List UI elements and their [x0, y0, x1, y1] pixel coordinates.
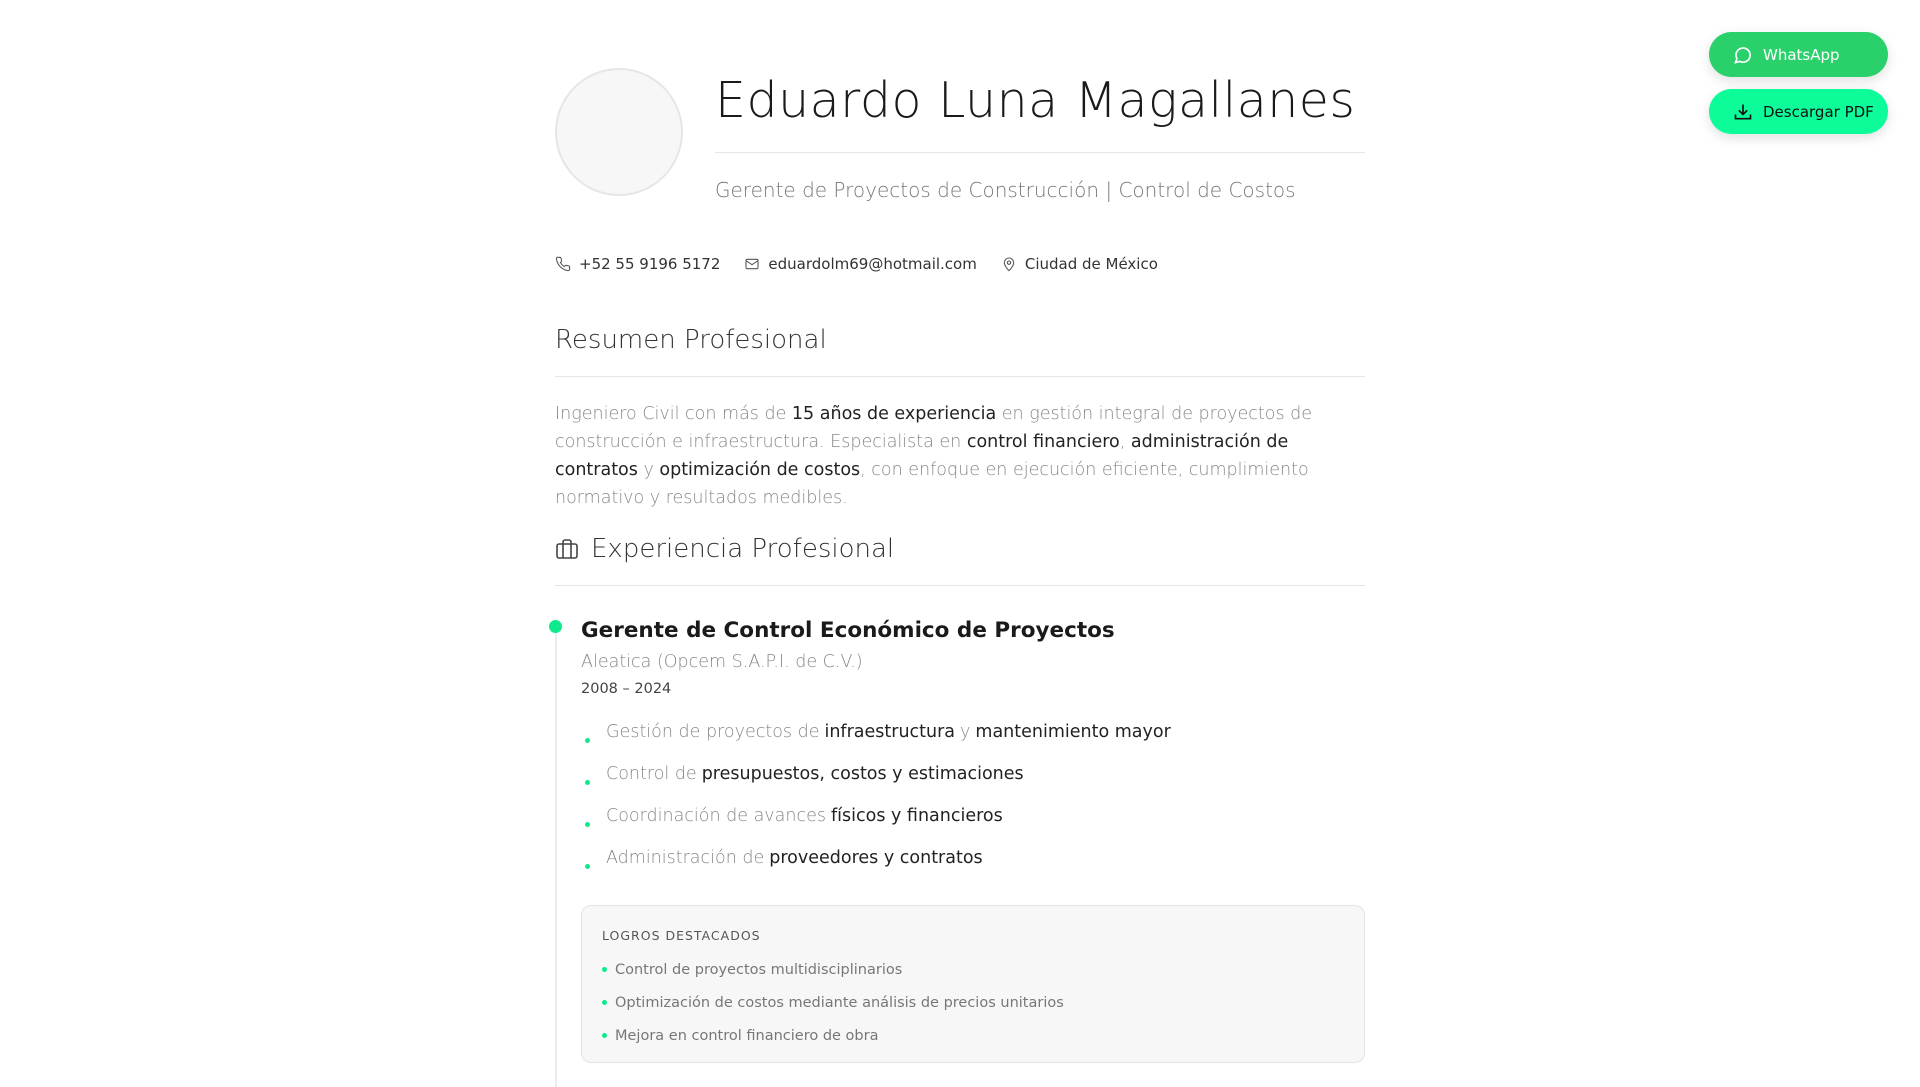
summary-heading — [555, 325, 827, 355]
experience-title: Experiencia Profesional — [591, 534, 895, 564]
contact-row — [555, 255, 1158, 273]
page-title: Eduardo Luna Magallanes — [715, 72, 1356, 129]
experience-heading — [555, 534, 894, 564]
achievements-title: LOGROS DESTACADOS — [602, 928, 761, 943]
divider — [715, 152, 1365, 153]
job-title: Gerente de Control Económico de Proyectos — [581, 618, 1115, 643]
summary-title: Resumen Profesional — [555, 325, 827, 355]
job-company: Aleatica (Opcem S.A.P.I. de C.V.) — [581, 652, 863, 672]
map-pin-icon — [1001, 256, 1017, 272]
download-pdf-button[interactable] — [1709, 89, 1888, 134]
whatsapp-button[interactable] — [1709, 32, 1888, 77]
timeline-line — [555, 627, 557, 1087]
download-pdf-label: Descargar PDF — [1763, 102, 1874, 121]
job-responsibilities — [581, 722, 1176, 890]
phone-text: +52 55 9196 5172 — [579, 255, 721, 273]
achievement-item: Mejora en control financiero de obra — [602, 1019, 1344, 1052]
achievement-item: Optimización de costos mediante análisis de precios unitarios — [602, 986, 1344, 1019]
phone-icon — [555, 256, 571, 272]
chat-bubble-icon — [1733, 45, 1753, 65]
divider — [555, 585, 1365, 586]
timeline-dot — [549, 620, 562, 633]
summary-text: Ingeniero Civil con más de 15 años de experiencia en gestión integral de proyectos de construcción e infraestructura. Especialista en control financiero, administración de contratos y optimización de costos, con enfoque en ejecución eficiente, cumplimiento normativo y resultados medibles. — [555, 404, 1313, 508]
briefcase-icon — [555, 537, 579, 561]
divider — [555, 376, 1365, 377]
avatar — [555, 68, 683, 196]
list-item: Control de presupuestos, costos y estimaciones — [581, 764, 1176, 806]
download-icon — [1733, 102, 1753, 122]
location-text: Ciudad de México — [1024, 255, 1158, 273]
contact-phone[interactable] — [555, 255, 720, 273]
achievement-item: Control de proyectos multidisciplinarios — [602, 953, 1344, 986]
contact-location — [1001, 255, 1158, 273]
contact-email[interactable] — [744, 255, 976, 273]
list-item: Administración de proveedores y contratos — [581, 848, 1176, 890]
job-dates: 2008 – 2024 — [581, 681, 672, 697]
list-item: Coordinación de avances físicos y financieros — [581, 806, 1176, 848]
mail-icon — [744, 256, 760, 272]
whatsapp-label: WhatsApp — [1763, 45, 1840, 64]
achievements-box — [581, 905, 1365, 1063]
job-subtitle: Gerente de Proyectos de Construcción | Control de Costos — [715, 178, 1296, 202]
email-text: eduardolm69@hotmail.com — [768, 255, 977, 273]
list-item: Gestión de proyectos de infraestructura y mantenimiento mayor — [581, 722, 1176, 764]
